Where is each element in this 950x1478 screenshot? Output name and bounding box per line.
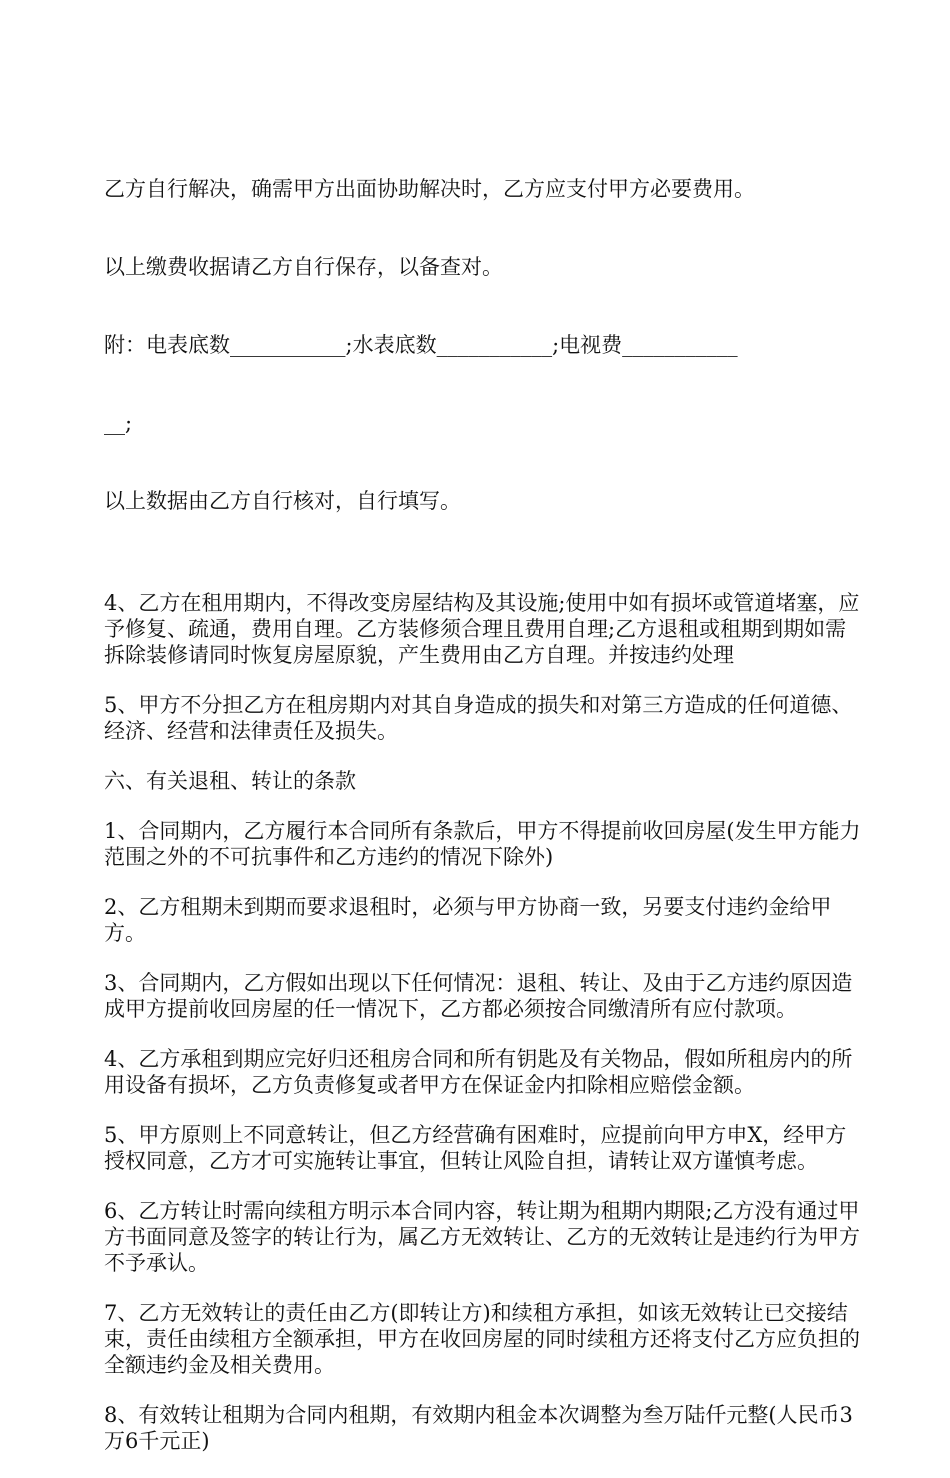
intro-block	[104, 124, 864, 566]
paragraph-liability-clause: 5、甲方不分担乙方在租房期内对其自身造成的损失和对第三方造成的任何道德、经济、经营和法律责任及损失。	[104, 693, 853, 743]
intro-line-5: 以上数据由乙方自行核对，自行填写。	[104, 489, 461, 513]
paragraph-clause-3: 3、合同期内，乙方假如出现以下任何情况：退租、转让、及由于乙方违约原因造成甲方提前收回房屋的任一情况下，乙方都必须按合同缴清所有应付款项。	[104, 971, 853, 1021]
paragraph-clause-4: 4、乙方承租到期应完好归还租房合同和所有钥匙及有关物品，假如所租房内的所用设备有损坏，乙方负责修复或者甲方在保证金内扣除相应赔偿金额。	[104, 1047, 853, 1097]
intro-line-3-meter-readings: 附：电表底数___________;水表底数___________;电视费___________	[104, 333, 738, 357]
document-page	[104, 124, 864, 1478]
intro-line-2: 以上缴费收据请乙方自行保存，以备查对。	[104, 255, 503, 279]
intro-line-1: 乙方自行解决，确需甲方出面协助解决时，乙方应支付甲方必要费用。	[104, 177, 755, 201]
paragraph-clause-6: 6、乙方转让时需向续租方明示本合同内容，转让期为租期内期限;乙方没有通过甲方书面同意及签字的转让行为，属乙方无效转让、乙方的无效转让是违约行为甲方不予承认。	[104, 1199, 860, 1275]
paragraph-clause-7: 7、乙方无效转让的责任由乙方(即转让方)和续租方承担，如该无效转让已交接结束，责任由续租方全额承担，甲方在收回房屋的同时续租方还将支付乙方应负担的全额违约金及相关费用。	[104, 1301, 860, 1377]
section-heading-termination-transfer: 六、有关退租、转让的条款	[104, 769, 356, 793]
intro-line-4: __;	[104, 411, 133, 435]
paragraph-clause-8: 8、有效转让租期为合同内租期，有效期内租金本次调整为叁万陆仟元整(人民币3万6千元正)	[104, 1403, 853, 1453]
paragraph-decoration-clause: 4、乙方在租用期内，不得改变房屋结构及其设施;使用中如有损坏或管道堵塞，应予修复、疏通，费用自理。乙方装修须合理且费用自理;乙方退租或租期到期如需拆除装修请同时恢复房屋原貌，产生费用由乙方自理。并按违约处理	[104, 591, 860, 667]
paragraph-clause-1: 1、合同期内，乙方履行本合同所有条款后，甲方不得提前收回房屋(发生甲方能力范围之外的不可抗事件和乙方违约的情况下除外)	[104, 819, 861, 869]
paragraph-clause-5: 5、甲方原则上不同意转让，但乙方经营确有困难时，应提前向甲方申X，经甲方授权同意，乙方才可实施转让事宜，但转让风险自担，请转让双方谨慎考虑。	[104, 1123, 847, 1173]
paragraph-clause-2: 2、乙方租期未到期而要求退租时，必须与甲方协商一致，另要支付违约金给甲方。	[104, 895, 832, 945]
